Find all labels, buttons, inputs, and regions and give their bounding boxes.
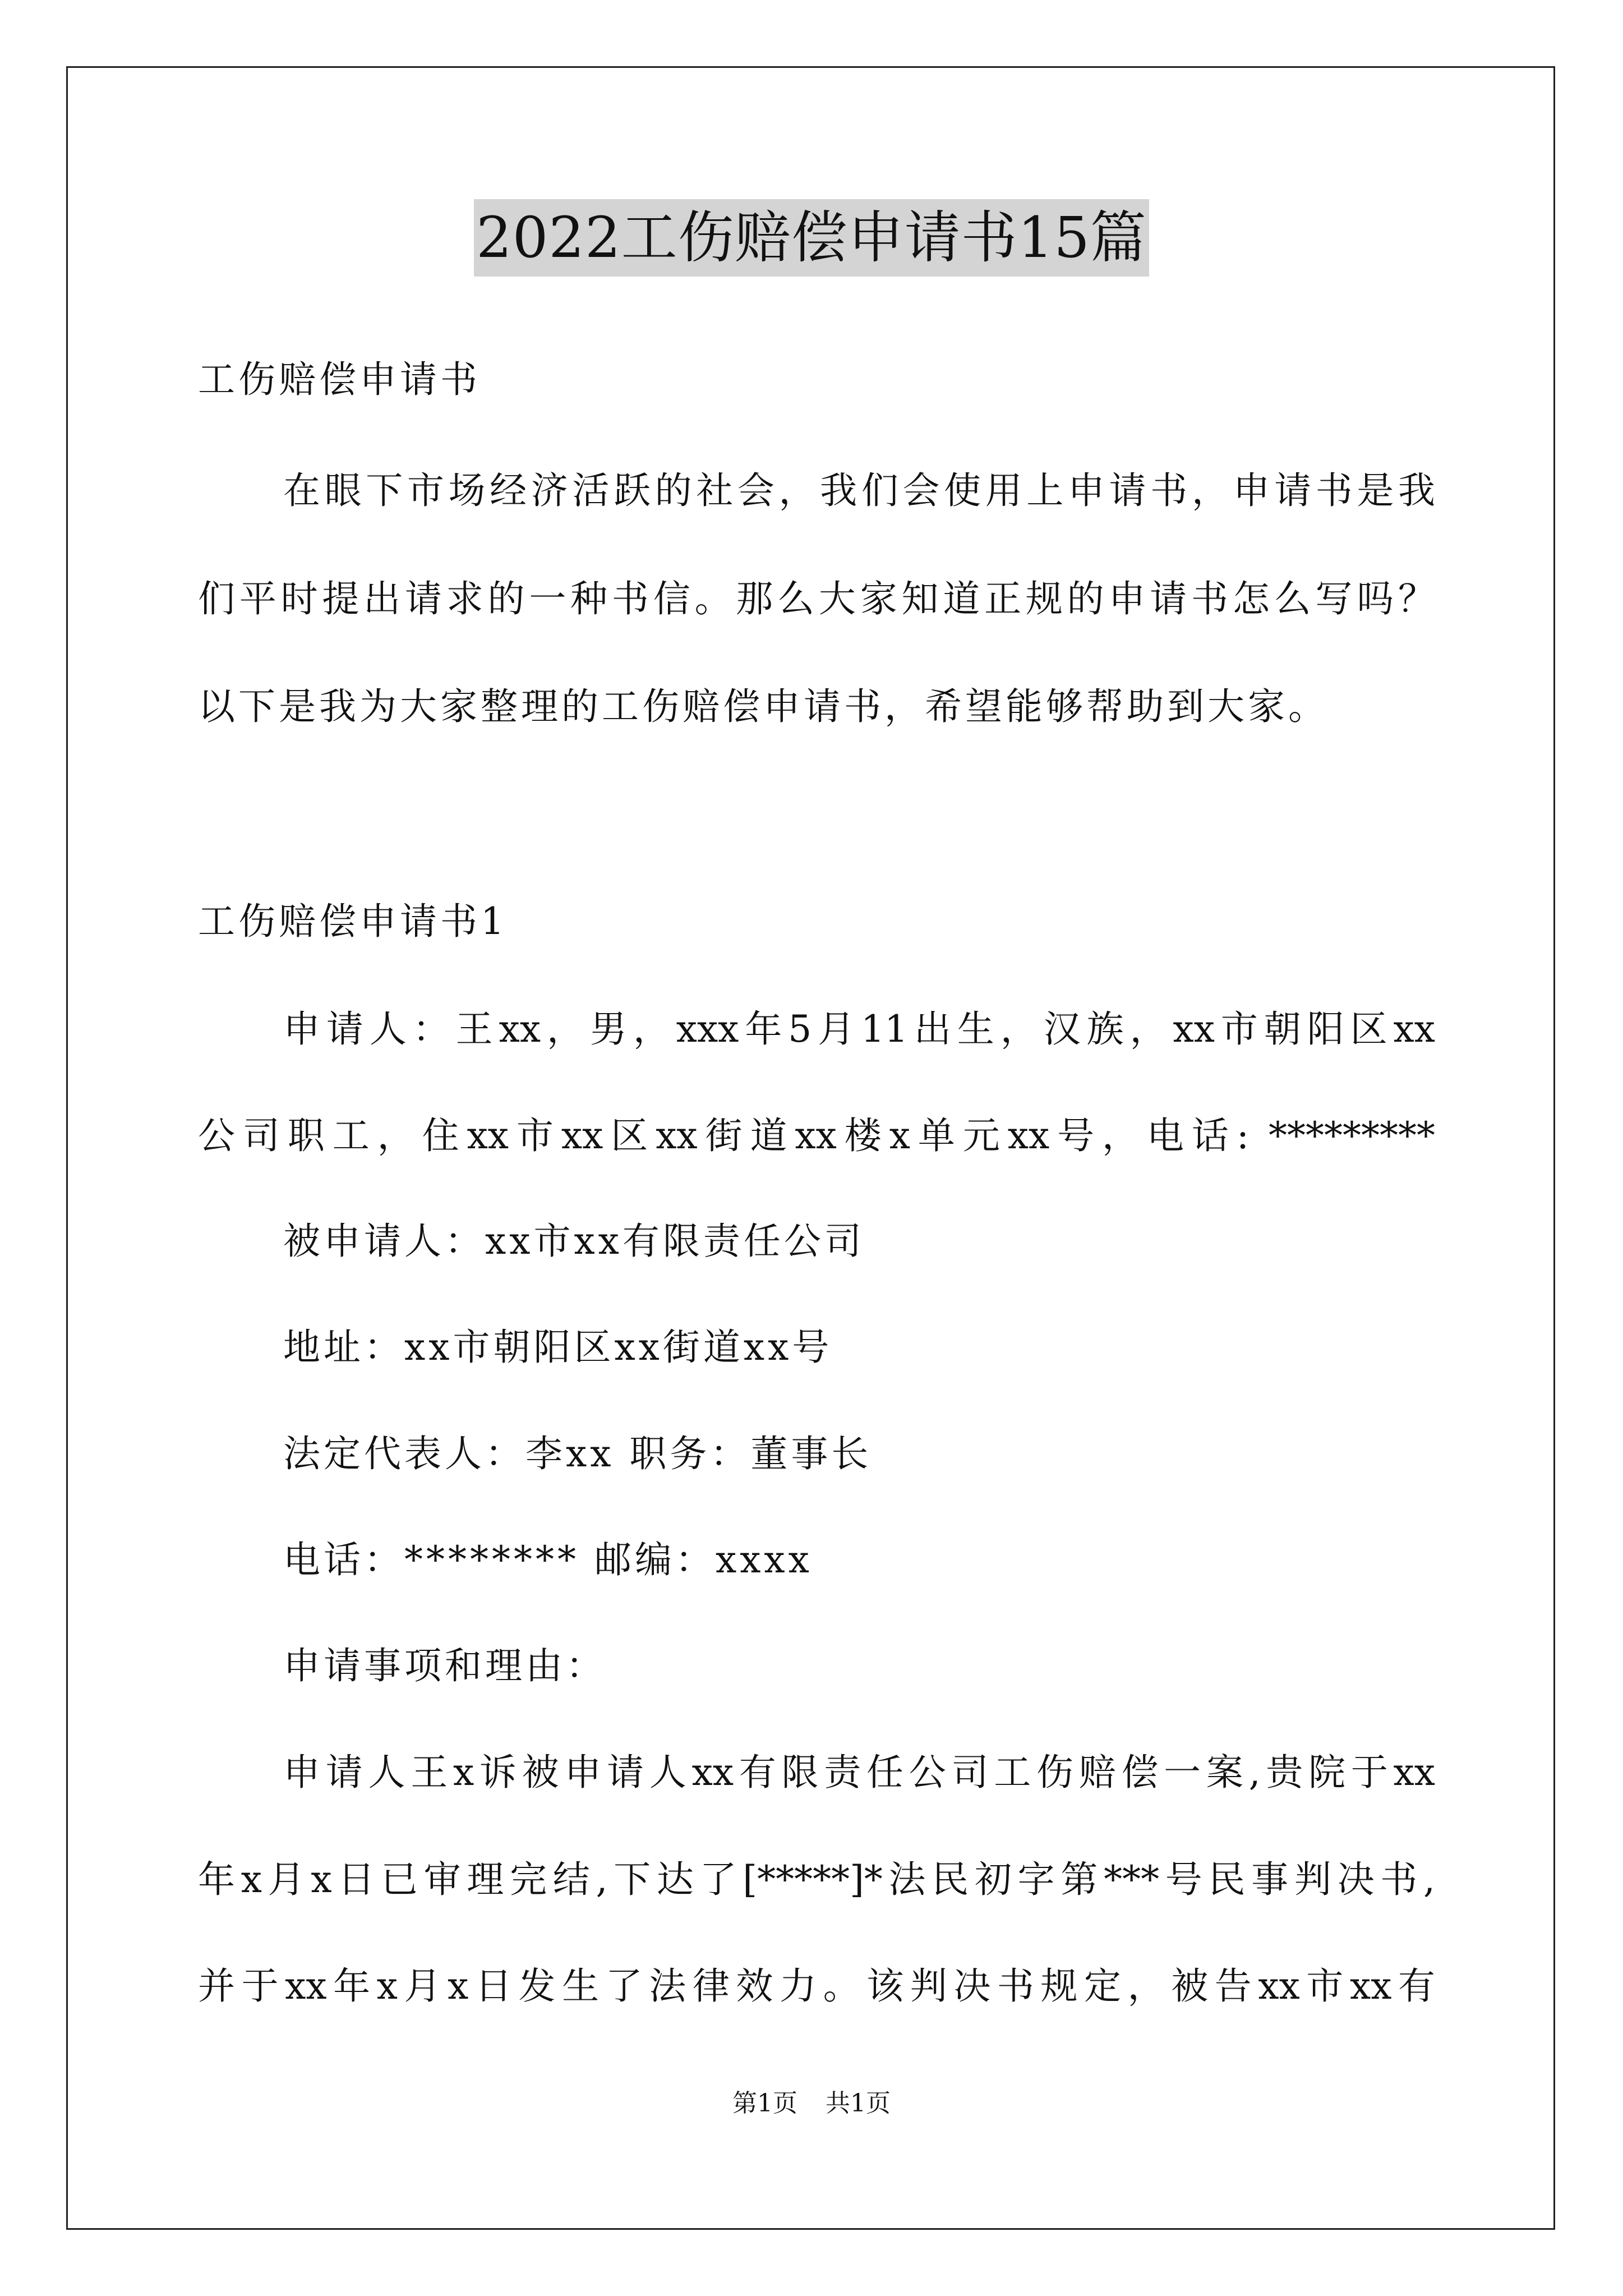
- title-container: [0, 199, 1623, 277]
- section1-heading: 工伤赔偿申请书1: [198, 900, 508, 943]
- address-line: 地址：xx市朝阳区xx街道xx号: [283, 1326, 833, 1369]
- page-total: 共1页: [826, 2089, 891, 2118]
- body-line-1: 申请人王x诉被申请人xx有限责任公司工伤赔偿一案,贵院于xx: [283, 1751, 1435, 1794]
- document-title: 2022工伤赔偿申请书15篇: [474, 199, 1149, 277]
- body-line-3: 并于xx年x月x日发生了法律效力。该判决书规定，被告xx市xx有: [198, 1964, 1435, 2008]
- page-footer: [0, 2087, 1623, 2120]
- section-heading: 工伤赔偿申请书: [198, 358, 481, 401]
- matters-heading: 申请事项和理由：: [283, 1644, 606, 1687]
- page-number: 第1页: [732, 2089, 797, 2118]
- intro-line-1: 在眼下市场经济活跃的社会，我们会使用上申请书，申请书是我: [283, 469, 1435, 512]
- applicant-line-2: 公司职工，住xx市xx区xx街道xx楼x单元xx号，电话: *********: [198, 1114, 1435, 1157]
- body-line-2: 年x月x日已审理完结,下达了[*****]*法民初字第***号民事判决书,: [198, 1858, 1435, 1901]
- respondent-line: 被申请人：xx市xx有限责任公司: [283, 1220, 865, 1263]
- intro-line-3: 以下是我为大家整理的工伤赔偿申请书，希望能够帮助到大家。: [198, 685, 1329, 728]
- legal-rep-line: 法定代表人：李xx 职务：董事长: [283, 1432, 872, 1475]
- phone-line: 电话：******** 邮编：xxxx: [283, 1538, 813, 1581]
- intro-line-2: 们平时提出请求的一种书信。那么大家知道正规的申请书怎么写吗？: [198, 577, 1435, 620]
- applicant-line-1: 申请人：王xx，男，xxx年5月11出生，汉族，xx市朝阳区xx: [283, 1007, 1435, 1051]
